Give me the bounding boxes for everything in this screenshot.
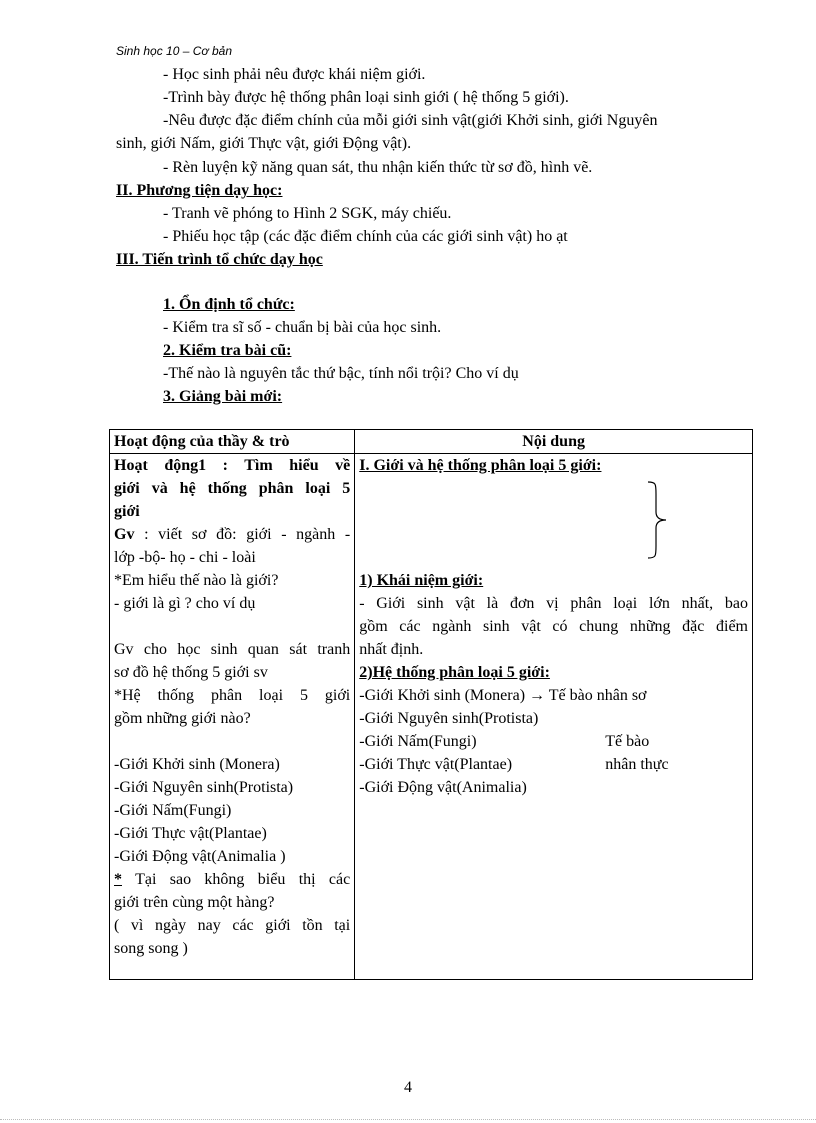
- question-4-text: Tại sao không biểu thị các: [135, 871, 351, 888]
- gv-observe-1: Gv cho học sinh quan sát tranh: [114, 641, 351, 658]
- table-head-right: Nội dung: [355, 430, 753, 454]
- gv-instruction-2: lớp -bộ- họ - chi - loài: [114, 549, 256, 566]
- answer-4-1: ( vì ngày nay các giới tồn tại: [114, 917, 351, 934]
- page-bottom-divider: [0, 1119, 816, 1120]
- activity-title-3: giới: [114, 503, 140, 520]
- kingdom-4: -Giới Thực vật(Plantae): [114, 825, 267, 842]
- curly-bracket-icon: [646, 480, 672, 560]
- objective-4: - Rèn luyện kỹ năng quan sát, thu nhận kiến thức từ sơ đồ, hình vẽ.: [163, 159, 593, 176]
- teacher-student-activity: [110, 454, 355, 980]
- gv-instruction-1: [114, 523, 350, 546]
- concept-subheading: 1) Khái niệm giới:: [359, 572, 484, 589]
- kingdom-2: -Giới Nguyên sinh(Protista): [114, 779, 294, 796]
- system-kingdom-3: -Giới Nấm(Fungi): [359, 733, 477, 750]
- step-1-text: - Kiểm tra sĩ số - chuẩn bị bài của học sinh.: [163, 319, 442, 336]
- prokaryote-label: Tế bào nhân sơ: [548, 687, 647, 704]
- system-kingdom-5: -Giới Động vật(Animalia): [359, 779, 527, 796]
- activity-title-1: Hoạt động1 : Tìm hiểu về: [114, 457, 351, 474]
- arrow-right-icon: →: [529, 687, 546, 704]
- system-kingdom-4: -Giới Thực vật(Plantae): [359, 756, 513, 773]
- system-kingdom-1: -Giới Khởi sinh (Monera): [359, 687, 526, 704]
- page-number: 4: [404, 1079, 412, 1096]
- objective-3-cont: sinh, giới Nấm, giới Thực vật, giới Động vật).: [116, 135, 412, 152]
- gv-observe-2: sơ đồ hệ thống 5 giới sv: [114, 664, 268, 681]
- question-4-1: [114, 868, 350, 891]
- step-1-title: 1. Ổn định tổ chức:: [163, 296, 295, 313]
- system-subheading: 2)Hệ thống phân loại 5 giới:: [359, 664, 550, 681]
- answer-4-2: song song ): [114, 940, 188, 957]
- question-1: *Em hiểu thế nào là giới?: [114, 572, 279, 589]
- definition-2: gồm các ngành sinh vật có chung những đặc điểm: [359, 618, 748, 635]
- section-2-item-1: - Tranh vẽ phóng to Hình 2 SGK, máy chiếu.: [163, 205, 452, 222]
- gv-text-1: : viết sơ đồ: giới - ngành -: [144, 526, 351, 543]
- content-column: [355, 454, 753, 980]
- activity-title-2: giới và hệ thống phân loại 5: [114, 480, 351, 497]
- eukaryote-label-2: nhân thực: [605, 756, 669, 773]
- definition-3: nhất định.: [359, 641, 424, 658]
- kingdom-5: -Giới Động vật(Animalia ): [114, 848, 286, 865]
- definition-1: - Giới sinh vật là đơn vị phân loại lớn nhất, bao: [359, 595, 748, 612]
- question-3-1: *Hệ thống phân loại 5 giới: [114, 687, 351, 704]
- system-row-1: [359, 684, 748, 707]
- eukaryote-label-1: Tế bào: [605, 733, 650, 750]
- kingdom-1: -Giới Khởi sinh (Monera): [114, 756, 280, 773]
- system-kingdom-2: -Giới Nguyên sinh(Protista): [359, 710, 539, 727]
- objective-1: - Học sinh phải nêu được khái niệm giới.: [163, 66, 426, 83]
- running-header: Sinh học 10 – Cơ bản: [116, 44, 232, 58]
- question-4-2: giới trên cùng một hàng?: [114, 894, 275, 911]
- kingdom-3: -Giới Nấm(Fungi): [114, 802, 232, 819]
- section-2-title: II. Phương tiện dạy học:: [116, 182, 283, 199]
- gv-label: Gv: [114, 526, 135, 543]
- step-2-title: 2. Kiểm tra bài cũ:: [163, 342, 292, 359]
- step-3-title: 3. Giảng bài mới:: [163, 388, 283, 405]
- step-2-text: -Thế nào là nguyên tắc thứ bậc, tính nổi trội? Cho ví dụ: [163, 365, 519, 382]
- question-3-2: gồm những giới nào?: [114, 710, 251, 727]
- objective-2: -Trình bày được hệ thống phân loại sinh giới ( hệ thống 5 giới).: [163, 89, 569, 106]
- table-head-left: Hoạt động của thầy & trò: [110, 430, 355, 454]
- section-3-title: III. Tiến trình tổ chức dạy học: [116, 251, 323, 268]
- content-heading: I. Giới và hệ thống phân loại 5 giới:: [359, 457, 602, 474]
- section-2-item-2: - Phiếu học tập (các đặc điểm chính của các giới sinh vật) ho ạt: [163, 228, 568, 245]
- question-4-star: *: [114, 871, 122, 888]
- objective-3: -Nêu được đặc điểm chính của mỗi giới sinh vật(giới Khởi sinh, giới Nguyên: [163, 112, 658, 129]
- question-2: - giới là gì ? cho ví dụ: [114, 595, 256, 612]
